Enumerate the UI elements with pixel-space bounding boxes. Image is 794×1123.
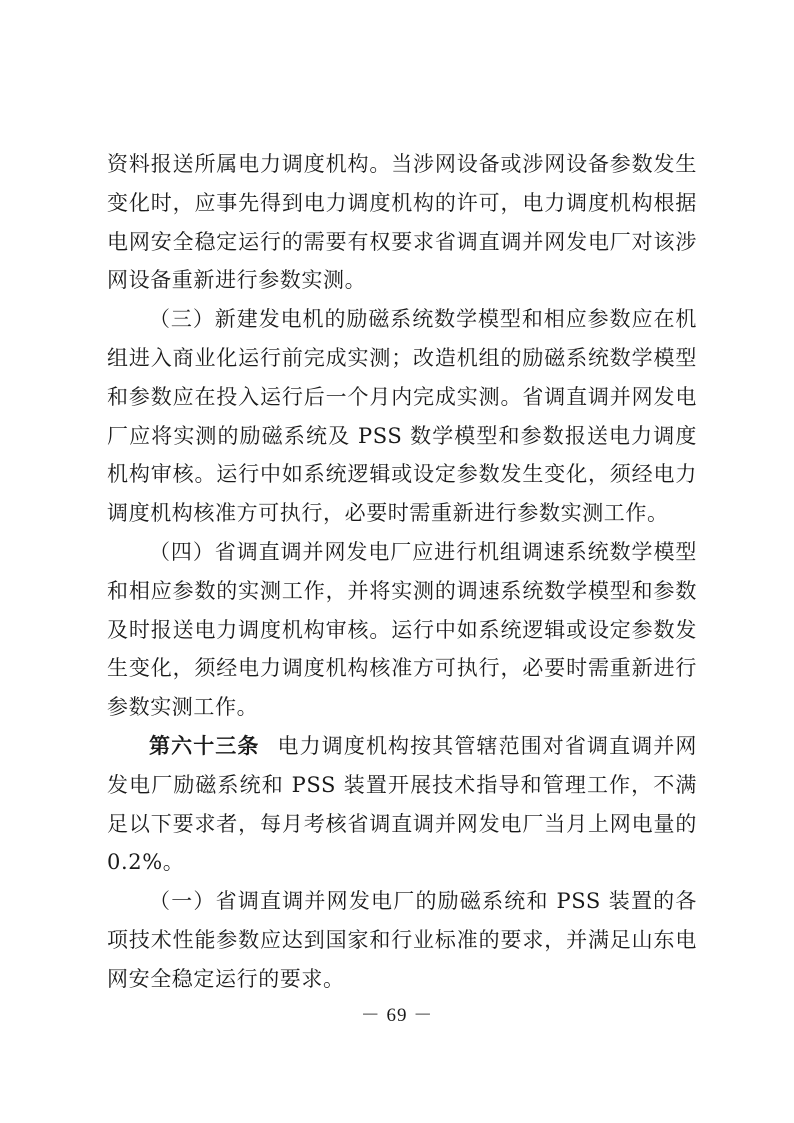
paragraph-item-3: （三）新建发电机的励磁系统数学模型和相应参数应在机组进入商业化运行前完成实测；改造机组的励磁系统数学模型和参数应在投入运行后一个月内完成实测。省调直调并网发电厂应将实测的励磁系统及 PSS 数学模型和参数报送电力调度机构审核。运行中如系统逻辑或设定参数发生变化，须经电力调度机构核准方可执行，必要时需重新进行参数实测工作。 (107, 307, 697, 526)
article-body: 电力调度机构按其管辖范围对省调直调并网发电厂励磁系统和 PSS 装置开展技术指导和管理工作，不满足以下要求者，每月考核省调直调并网发电厂当月上网电量的 0.2%。 (107, 733, 698, 875)
page-number: － 69 － (360, 1005, 434, 1026)
paragraph-article-63 (107, 727, 697, 882)
document-body (107, 145, 697, 999)
paragraph-item-4: （四）省调直调并网发电厂应进行机组调速系统数学模型和相应参数的实测工作，并将实测的调速系统数学模型和参数及时报送电力调度机构审核。运行中如系统逻辑或设定参数发生变化，须经电力调度机构核准方可执行，必要时需重新进行参数实测工作。 (107, 539, 697, 720)
paragraph-item-1: （一）省调直调并网发电厂的励磁系统和 PSS 装置的各项技术性能参数应达到国家和行业标准的要求，并满足山东电网安全稳定运行的要求。 (107, 889, 697, 991)
article-heading: 第六十三条 (149, 732, 260, 758)
paragraph-continuation: 资料报送所属电力调度机构。当涉网设备或涉网设备参数发生变化时，应事先得到电力调度机构的许可，电力调度机构根据电网安全稳定运行的需要有权要求省调直调并网发电厂对该涉网设备重新进行参数实测。 (107, 152, 697, 293)
